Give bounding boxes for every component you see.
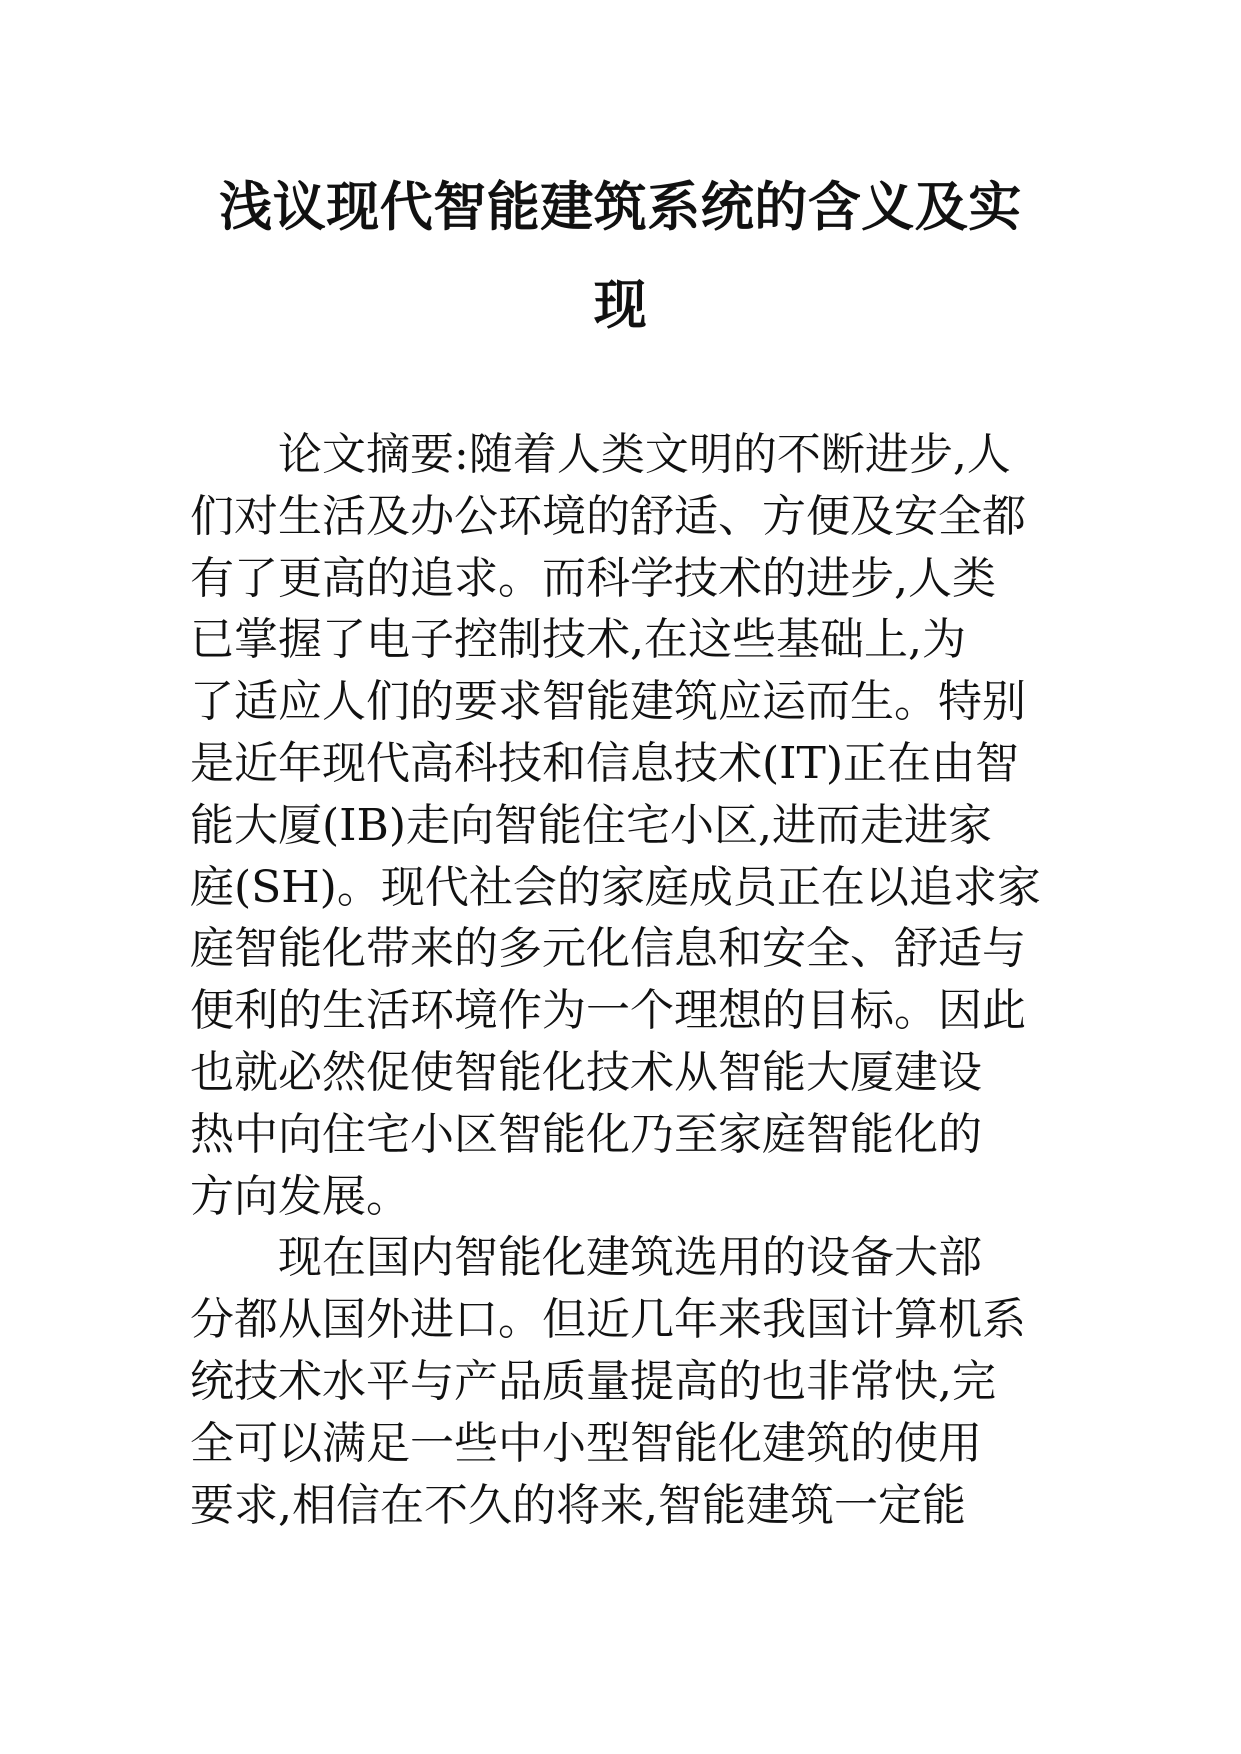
text-line: 统技术水平与产品质量提高的也非常快,完 <box>190 1355 996 1407</box>
paragraph-body <box>190 1227 1062 1536</box>
text-line: 是近年现代高科技和信息技术(IT)正在由智 <box>190 737 1020 789</box>
document-body <box>190 424 1062 1536</box>
text-line: 方向发展。 <box>190 1170 410 1222</box>
text-line: 也就必然促使智能化技术从智能大厦建设 <box>190 1046 982 1098</box>
text-line: 便利的生活环境作为一个理想的目标。因此 <box>190 985 1026 1037</box>
paragraph-abstract <box>190 424 1062 1227</box>
text-line: 能大厦(IB)走向智能住宅小区,进而走进家 <box>190 799 993 851</box>
text-line: 要求,相信在不久的将来,智能建筑一定能 <box>190 1479 966 1531</box>
document-title <box>190 158 1051 354</box>
text-line: 现在国内智能化建筑选用的设备大部 <box>278 1232 982 1284</box>
text-line: 全可以满足一些中小型智能化建筑的使用 <box>190 1417 982 1469</box>
text-line: 热中向住宅小区智能化乃至家庭智能化的 <box>190 1108 982 1160</box>
text-line: 了适应人们的要求智能建筑应运而生。特别 <box>190 676 1026 728</box>
title-line: 现 <box>593 274 648 336</box>
text-line: 论文摘要:随着人类文明的不断进步,人 <box>278 429 1011 480</box>
text-line: 庭智能化带来的多元化信息和安全、舒适与 <box>190 923 1026 975</box>
text-line: 分都从国外进口。但近几年来我国计算机系 <box>190 1294 1026 1346</box>
text-line: 们对生活及办公环境的舒适、方便及安全都 <box>190 490 1026 542</box>
text-line: 庭(SH)。现代社会的家庭成员正在以追求家 <box>190 861 1041 913</box>
text-line: 已掌握了电子控制技术,在这些基础上,为 <box>190 614 966 666</box>
title-line: 浅议现代智能建筑系统的含义及实 <box>219 176 1022 238</box>
text-line: 有了更高的追求。而科学技术的进步,人类 <box>190 552 996 604</box>
